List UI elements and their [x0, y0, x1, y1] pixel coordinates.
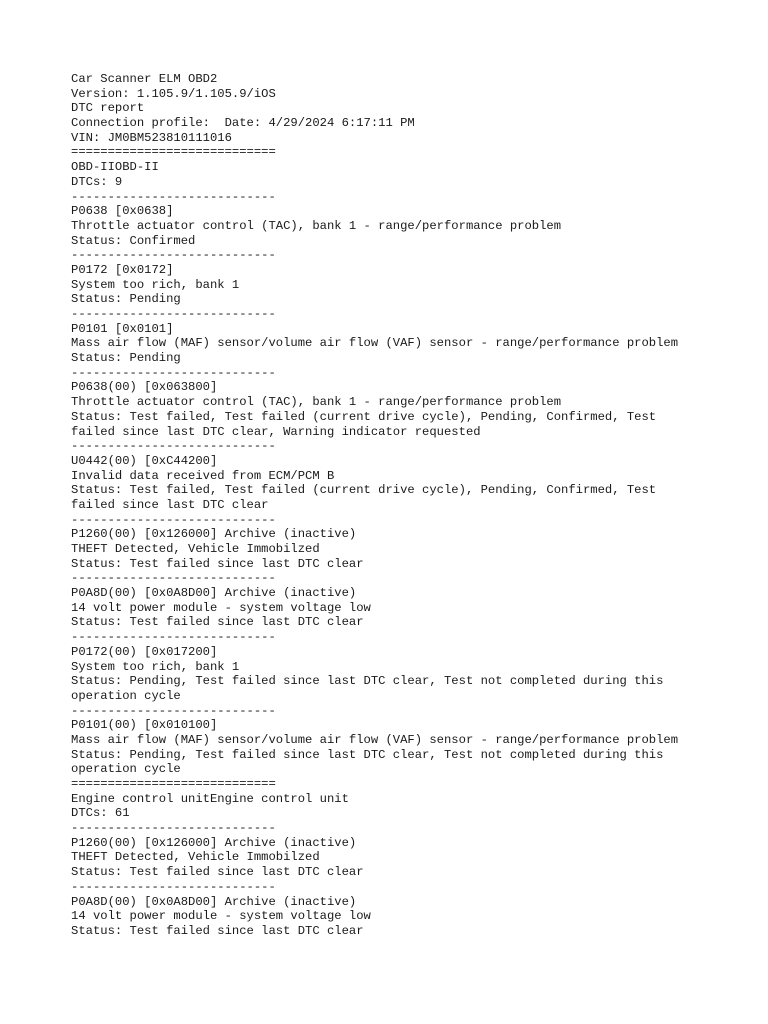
dtc-status: Status: Confirmed	[71, 233, 196, 248]
dtc-description: Throttle actuator control (TAC), bank 1 - range/performance problem	[71, 218, 562, 233]
dtc-status: Status: Pending	[71, 351, 181, 366]
dtc-status-continued: operation cycle	[71, 762, 181, 777]
dtc-status: Status: Test failed since last DTC clear	[71, 556, 364, 571]
dtc-code: P0172(00) [0x017200]	[71, 644, 218, 659]
dtc-code: P0172 [0x0172]	[71, 262, 174, 277]
app-name: Car Scanner ELM OBD2	[71, 72, 218, 86]
dtc-separator: ----------------------------	[71, 703, 276, 718]
dtc-description: THEFT Detected, Vehicle Immobilzed	[71, 542, 320, 556]
section-title: Engine control unitEngine control unit	[71, 791, 349, 806]
dtc-description: System too rich, bank 1	[71, 659, 240, 674]
report-type: DTC report	[71, 101, 145, 116]
dtc-code: P0638(00) [0x063800]	[71, 380, 218, 395]
report-sections	[71, 145, 731, 938]
dtc-separator: ----------------------------	[71, 365, 276, 380]
dtc-separator: ----------------------------	[71, 307, 276, 321]
dtc-description: Invalid data received from ECM/PCM B	[71, 468, 335, 483]
version-line: Version: 1.105.9/1.105.9/iOS	[71, 86, 276, 101]
dtc-code: P0101(00) [0x010100]	[71, 718, 218, 733]
dtc-status: Status: Test failed, Test failed (current drive cycle), Pending, Confirmed, Test	[71, 409, 657, 424]
dtc-separator: ----------------------------	[71, 879, 276, 894]
dtc-description: Throttle actuator control (TAC), bank 1 - range/performance problem	[71, 395, 562, 410]
dtc-status: Status: Pending, Test failed since last DTC clear, Test not completed during this	[71, 747, 664, 762]
dtc-status-continued: operation cycle	[71, 688, 181, 703]
dtc-code: P1260(00) [0x126000] Archive (inactive)	[71, 835, 357, 850]
dtc-separator: ----------------------------	[71, 439, 276, 454]
dtc-code: P0638 [0x0638]	[71, 204, 174, 219]
dtc-code: P1260(00) [0x126000] Archive (inactive)	[71, 527, 357, 542]
dtc-status-continued: failed since last DTC clear, Warning indicator requested	[71, 424, 481, 439]
dtc-status: Status: Test failed, Test failed (current drive cycle), Pending, Confirmed, Test	[71, 483, 657, 498]
dtc-status: Status: Test failed since last DTC clear	[71, 923, 364, 938]
dtc-separator: ----------------------------	[71, 571, 276, 586]
dtc-status: Status: Test failed since last DTC clear	[71, 865, 364, 880]
dtc-code: P0101 [0x0101]	[71, 321, 174, 336]
dtc-count: DTCs: 61	[71, 806, 130, 821]
dtc-description: 14 volt power module - system voltage low	[71, 600, 371, 615]
section-separator: ============================	[71, 145, 276, 160]
dtc-code: U0442(00) [0xC44200]	[71, 453, 218, 468]
dtc-description: Mass air flow (MAF) sensor/volume air flow (VAF) sensor - range/performance problem	[71, 336, 679, 351]
vin-line: VIN: JM0BM523810111016	[71, 130, 232, 145]
dtc-separator: ----------------------------	[71, 630, 276, 645]
dtc-description: 14 volt power module - system voltage low	[71, 909, 371, 924]
dtc-separator: ----------------------------	[71, 512, 276, 527]
dtc-status: Status: Test failed since last DTC clear	[71, 615, 364, 630]
dtc-separator: ----------------------------	[71, 821, 276, 836]
section-separator: ============================	[71, 777, 276, 791]
section-title: OBD-IIOBD-II	[71, 160, 159, 175]
dtc-code: P0A8D(00) [0x0A8D00] Archive (inactive)	[71, 894, 357, 909]
dtc-separator: ----------------------------	[71, 248, 276, 263]
dtc-status: Status: Pending	[71, 292, 181, 307]
dtc-status: Status: Pending, Test failed since last DTC clear, Test not completed during this	[71, 674, 664, 689]
dtc-description: Mass air flow (MAF) sensor/volume air flow (VAF) sensor - range/performance problem	[71, 732, 679, 747]
dtc-description: THEFT Detected, Vehicle Immobilzed	[71, 850, 320, 865]
dtc-description: System too rich, bank 1	[71, 277, 240, 292]
dtc-separator: ----------------------------	[71, 189, 276, 204]
dtc-status-continued: failed since last DTC clear	[71, 497, 269, 512]
dtc-report	[71, 72, 731, 939]
dtc-code: P0A8D(00) [0x0A8D00] Archive (inactive)	[71, 586, 357, 601]
connection-profile-line: Connection profile: Date: 4/29/2024 6:17:11 PM	[71, 116, 415, 131]
dtc-count: DTCs: 9	[71, 174, 123, 189]
